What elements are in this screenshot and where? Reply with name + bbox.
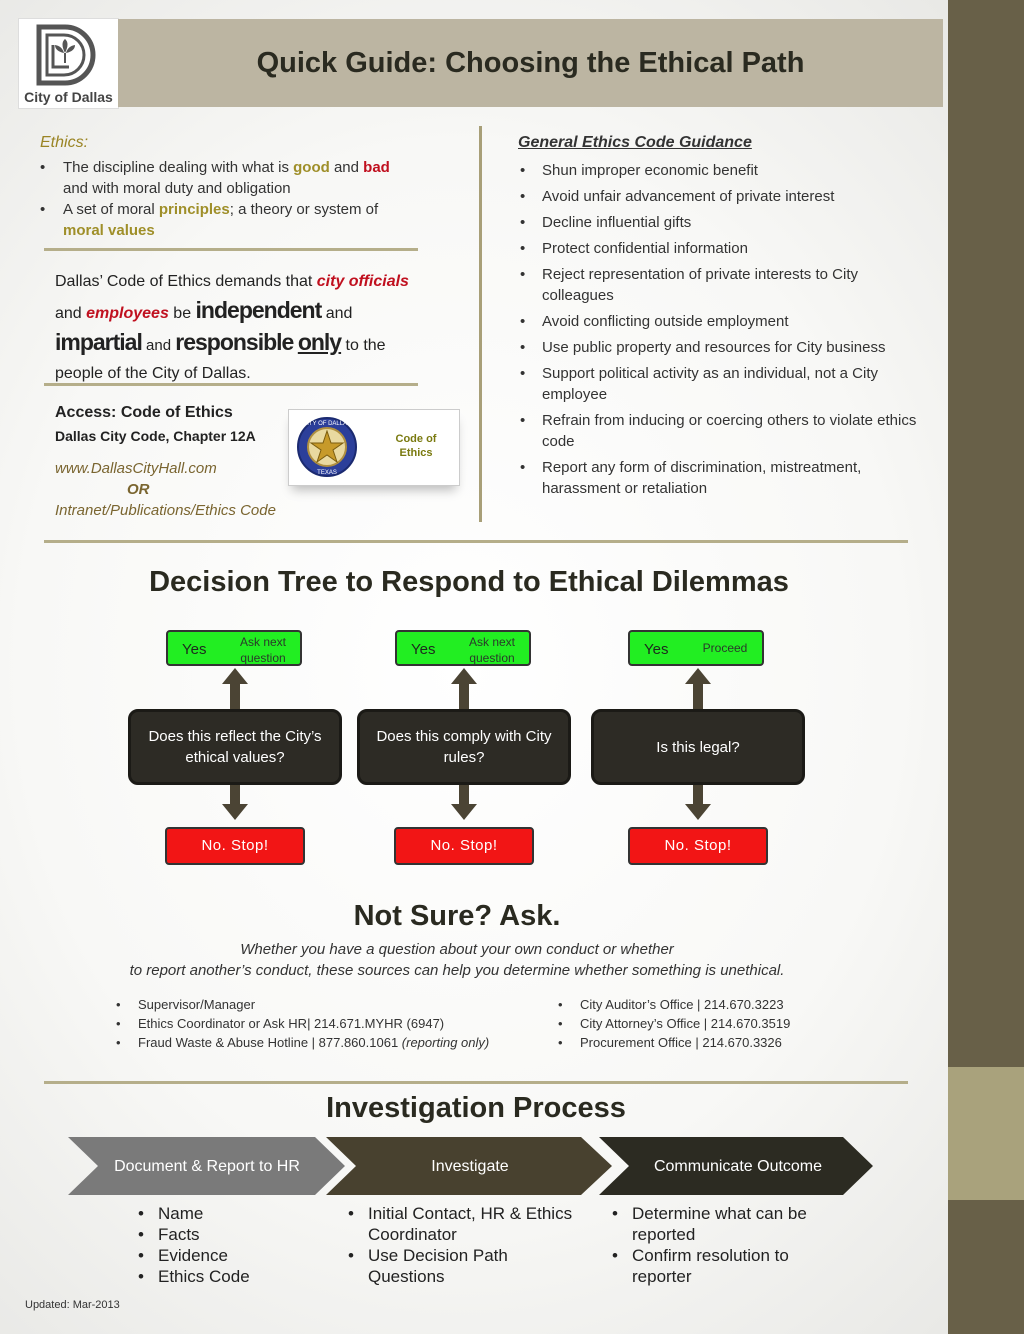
step-3-items <box>608 1203 843 1287</box>
section-divider <box>44 540 908 543</box>
yes-box-3 <box>628 630 764 666</box>
definition-text: The discipline dealing with what is <box>63 159 294 176</box>
list-item: • Name <box>134 1203 334 1224</box>
arrow-down-icon <box>222 804 248 820</box>
word-moral-values: moral values <box>63 222 155 239</box>
ethics-definition-2: • A set of moral principles; a theory or system of moral values <box>40 201 379 239</box>
stop-box-3: No. Stop! <box>628 827 768 865</box>
reporting-only-note: (reporting only) <box>401 1035 490 1050</box>
list-item: • Supervisor/Manager <box>114 995 554 1014</box>
responsible-text: responsible <box>175 329 294 355</box>
decision-tree-title: Decision Tree to Respond to Ethical Dilemmas <box>149 566 789 598</box>
list-item: • Decline influential gifts <box>518 212 918 233</box>
list-item: • Facts <box>134 1224 334 1245</box>
list-item <box>114 1033 554 1052</box>
list-item: • Confirm resolution to reporter <box>608 1245 843 1287</box>
not-sure-title: Not Sure? Ask. <box>353 900 561 932</box>
yes-label: Yes <box>411 641 436 658</box>
intranet-path: Intranet/Publications/Ethics Code <box>55 502 276 519</box>
stop-box-2: No. Stop! <box>394 827 534 865</box>
page-title: Quick Guide: Choosing the Ethical Path <box>256 47 805 79</box>
next-step-label: Proceed <box>702 641 748 655</box>
only-text: only <box>297 329 342 355</box>
side-accent-bar <box>948 1067 1024 1200</box>
question-box-2: Does this comply with City rules? <box>357 709 571 785</box>
section-divider <box>44 1081 908 1084</box>
arrow-shaft <box>459 684 469 710</box>
arrow-down-icon <box>685 804 711 820</box>
arrow-up-icon <box>451 668 477 684</box>
website-link[interactable]: www.DallasCityHall.com <box>55 460 217 477</box>
contact-list-left <box>114 995 554 1052</box>
code-of-ethics-link[interactable] <box>288 409 460 486</box>
code-demand-statement <box>55 268 440 388</box>
step-3-label: Communicate Outcome <box>653 1157 823 1175</box>
list-item: • Protect confidential information <box>518 238 918 259</box>
seal-bottom-text: TEXAS <box>317 470 337 476</box>
investigation-title: Investigation Process <box>326 1092 626 1124</box>
list-item: • Procurement Office | 214.670.3326 <box>556 1033 876 1052</box>
guidance-list <box>518 160 918 504</box>
guidance-heading: General Ethics Code Guidance <box>518 134 752 151</box>
arrow-shaft <box>230 785 240 805</box>
list-item: • Avoid conflicting outside employment <box>518 311 918 332</box>
definition-text: and <box>329 159 364 176</box>
list-item: • Determine what can be reported <box>608 1203 843 1245</box>
updated-date: Updated: Mar-2013 <box>25 1299 120 1311</box>
statement-text: people of the City of Dallas. <box>55 365 251 382</box>
ethics-definition-1: • The discipline dealing with what is good and bad and with moral duty and obligation <box>40 159 390 197</box>
arrow-up-icon <box>222 668 248 684</box>
list-item: • Report any form of discrimination, mistreatment, harassment or retaliation <box>518 457 918 499</box>
city-seal-icon <box>296 416 358 478</box>
definition-text: ; a theory or system of <box>229 201 379 218</box>
statement-text: and <box>141 337 176 354</box>
employees-text: employees <box>86 305 169 322</box>
statement-text: and <box>55 305 87 322</box>
yes-box-2 <box>395 630 531 666</box>
list-item: • City Auditor’s Office | 214.670.3223 <box>556 995 876 1014</box>
contact-list-right <box>556 995 876 1052</box>
seal-top-text: CITY OF DALLAS <box>302 421 352 427</box>
list-item: • Refrain from inducing or coercing others to violate ethics code <box>518 410 918 452</box>
step-1-label: Document & Report to HR <box>114 1157 300 1175</box>
impartial-text: impartial <box>55 329 142 355</box>
section-divider <box>44 248 418 251</box>
list-item: • Ethics Coordinator or Ask HR| 214.671.MYHR (6947) <box>114 1014 554 1033</box>
list-item: • Use public property and resources for City business <box>518 337 918 358</box>
access-subtitle: Dallas City Code, Chapter 12A <box>55 428 256 444</box>
ethics-heading: Ethics: <box>40 134 89 151</box>
step-2-items <box>344 1203 589 1287</box>
arrow-up-icon <box>685 668 711 684</box>
list-item: • Reject representation of private interests to City colleagues <box>518 264 918 306</box>
or-text: OR <box>127 481 150 498</box>
step-1-items <box>134 1203 334 1287</box>
column-divider <box>479 126 482 522</box>
independent-text: independent <box>195 297 322 323</box>
list-item: • Support political activity as an individual, not a City employee <box>518 363 918 405</box>
arrow-shaft <box>230 684 240 710</box>
word-principles: principles <box>158 201 230 218</box>
yes-label: Yes <box>182 641 207 658</box>
statement-text: to the <box>341 337 386 354</box>
definition-text: and with moral duty and obligation <box>63 180 291 197</box>
dallas-d-logo-icon <box>33 23 103 87</box>
logo-caption: City of Dallas <box>24 89 113 105</box>
yes-box-1 <box>166 630 302 666</box>
city-officials-text: city officials <box>316 273 409 290</box>
statement-text: Dallas’ Code of Ethics demands that <box>55 273 317 290</box>
arrow-shaft <box>693 785 703 805</box>
title-bar <box>118 19 943 107</box>
list-item: • Use Decision Path Questions <box>344 1245 589 1287</box>
question-box-3: Is this legal? <box>591 709 805 785</box>
not-sure-subtitle-2: to report another’s conduct, these sources can help you determine whether something is unethical. <box>129 962 785 979</box>
definition-text: A set of moral <box>63 201 159 218</box>
step-2-label: Investigate <box>431 1157 509 1175</box>
yes-label: Yes <box>644 641 669 658</box>
list-item: • City Attorney’s Office | 214.670.3519 <box>556 1014 876 1033</box>
list-item: • Avoid unfair advancement of private interest <box>518 186 918 207</box>
question-box-1: Does this reflect the City’s ethical values? <box>128 709 342 785</box>
section-divider <box>44 383 418 386</box>
arrow-down-icon <box>451 804 477 820</box>
access-title: Access: Code of Ethics <box>55 404 233 421</box>
city-logo <box>18 18 119 109</box>
next-step-label: Ask next question <box>239 635 287 665</box>
word-good: good <box>293 159 330 176</box>
list-item: • Ethics Code <box>134 1266 334 1287</box>
seal-label: Code of Ethics <box>395 433 437 459</box>
arrow-shaft <box>459 785 469 805</box>
list-item: • Initial Contact, HR & Ethics Coordinator <box>344 1203 589 1245</box>
statement-text: be <box>168 305 196 322</box>
next-step-label: Ask next question <box>468 635 516 665</box>
stop-box-1: No. Stop! <box>165 827 305 865</box>
list-item: • Evidence <box>134 1245 334 1266</box>
list-item: • Shun improper economic benefit <box>518 160 918 181</box>
arrow-shaft <box>693 684 703 710</box>
not-sure-subtitle-1: Whether you have a question about your own conduct or whether <box>240 941 674 958</box>
hotline-text: Fraud Waste & Abuse Hotline | 877.860.1061 <box>138 1035 399 1050</box>
statement-text: and <box>321 305 353 322</box>
word-bad: bad <box>363 159 390 176</box>
